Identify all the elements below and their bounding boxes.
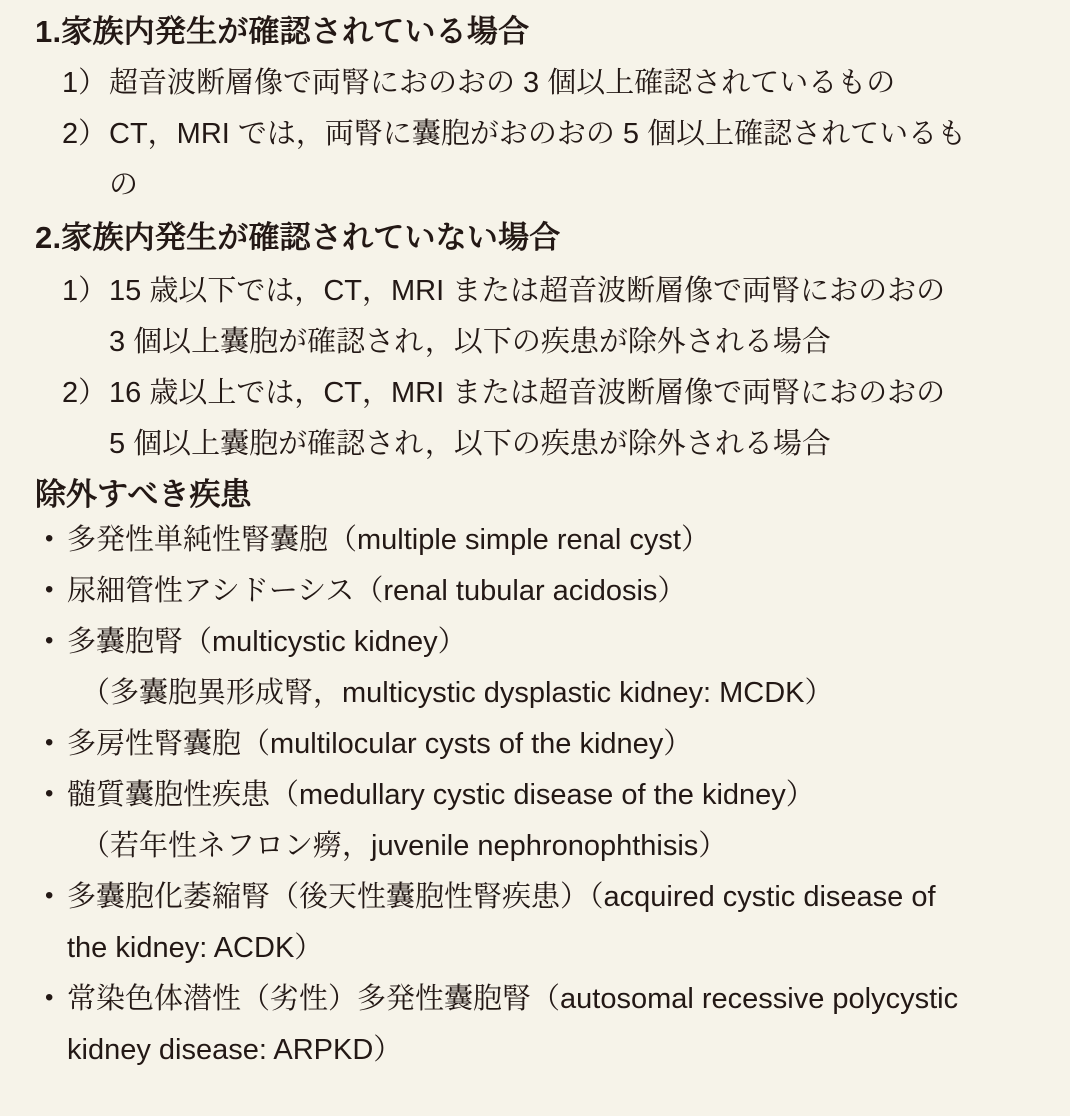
section-2-item-2 — [18, 379, 1052, 459]
exclusion-list — [18, 526, 1052, 1065]
list-item-text — [67, 730, 1052, 759]
section-2-item-1 — [18, 277, 1052, 357]
bullet-icon: • — [45, 882, 54, 909]
item-line: 15 歳以下では，CT，MRI または超音波断層像で両腎におのおの — [109, 275, 946, 307]
list-item-line: 髄質囊胞性疾患（medullary cystic disease of the kidney） — [67, 779, 815, 811]
list-item — [18, 730, 1052, 759]
list-item-line-continued: the kidney: ACDK） — [67, 932, 324, 964]
section-heading-2 — [18, 222, 1052, 253]
list-item-line-continued: （若年性ネフロン癆，juvenile nephronophthisis） — [81, 830, 728, 862]
list-item-text — [67, 781, 1052, 861]
item-line-continued: の — [109, 169, 139, 201]
list-item-text — [67, 526, 1052, 555]
list-item-line: 多囊胞腎（multicystic kidney） — [67, 626, 467, 658]
item-line: 16 歳以上では，CT，MRI または超音波断層像で両腎におのおの — [109, 377, 946, 409]
list-item-text — [67, 577, 1052, 606]
list-item-text — [67, 985, 1052, 1065]
list-item-text — [67, 628, 1052, 708]
item-line-continued: 3 個以上囊胞が確認され，以下の疾患が除外される場合 — [109, 326, 831, 358]
list-item — [18, 883, 1052, 963]
list-item-text — [67, 883, 1052, 963]
exclusion-heading: 除外すべき疾患 — [35, 477, 252, 512]
list-item — [18, 577, 1052, 606]
section-heading-1 — [18, 16, 1052, 47]
bullet-icon: • — [45, 780, 54, 807]
item-body — [109, 277, 1052, 357]
bullet-icon: • — [45, 984, 54, 1011]
list-item-line: 多房性腎囊胞（multilocular cysts of the kidney） — [67, 728, 693, 760]
section-number-2: 2. — [35, 220, 62, 255]
item-body — [109, 120, 1052, 200]
item-body — [109, 379, 1052, 459]
section-title-2: 家族内発生が確認されていない場合 — [61, 220, 561, 255]
section-title-1: 家族内発生が確認されている場合 — [61, 14, 530, 49]
item-body — [109, 69, 1052, 98]
list-item-line: 多囊胞化萎縮腎（後天性囊胞性腎疾患）（acquired cystic disease of — [67, 881, 936, 913]
list-item-line: 多発性単純性腎囊胞（multiple simple renal cyst） — [67, 524, 710, 556]
section-number-1: 1. — [35, 14, 62, 49]
list-item — [18, 526, 1052, 555]
item-line: 超音波断層像で両腎におのおの 3 個以上確認されているもの — [109, 67, 896, 99]
section-1-item-1 — [18, 69, 1052, 98]
list-item — [18, 628, 1052, 708]
bullet-icon: • — [45, 576, 54, 603]
bullet-icon: • — [45, 627, 54, 654]
item-marker: 1） — [62, 275, 108, 307]
list-item — [18, 985, 1052, 1065]
bullet-icon: • — [45, 729, 54, 756]
item-marker: 2） — [62, 118, 108, 150]
list-item-line-continued: （多囊胞異形成腎，multicystic dysplastic kidney: MCDK） — [81, 677, 834, 709]
item-line: CT，MRI では，両腎に囊胞がおのおの 5 個以上確認されているも — [109, 118, 967, 150]
list-item-line: 尿細管性アシドーシス（renal tubular acidosis） — [67, 575, 687, 607]
item-marker: 1） — [62, 67, 108, 99]
list-item — [18, 781, 1052, 861]
list-item-line: 常染色体潜性（劣性）多発性囊胞腎（autosomal recessive polycystic — [67, 983, 959, 1015]
bullet-icon: • — [45, 525, 54, 552]
item-line-continued: 5 個以上囊胞が確認され，以下の疾患が除外される場合 — [109, 428, 831, 460]
list-item-line-continued: kidney disease: ARPKD） — [67, 1034, 403, 1066]
section-1-item-2 — [18, 120, 1052, 200]
item-marker: 2） — [62, 377, 108, 409]
